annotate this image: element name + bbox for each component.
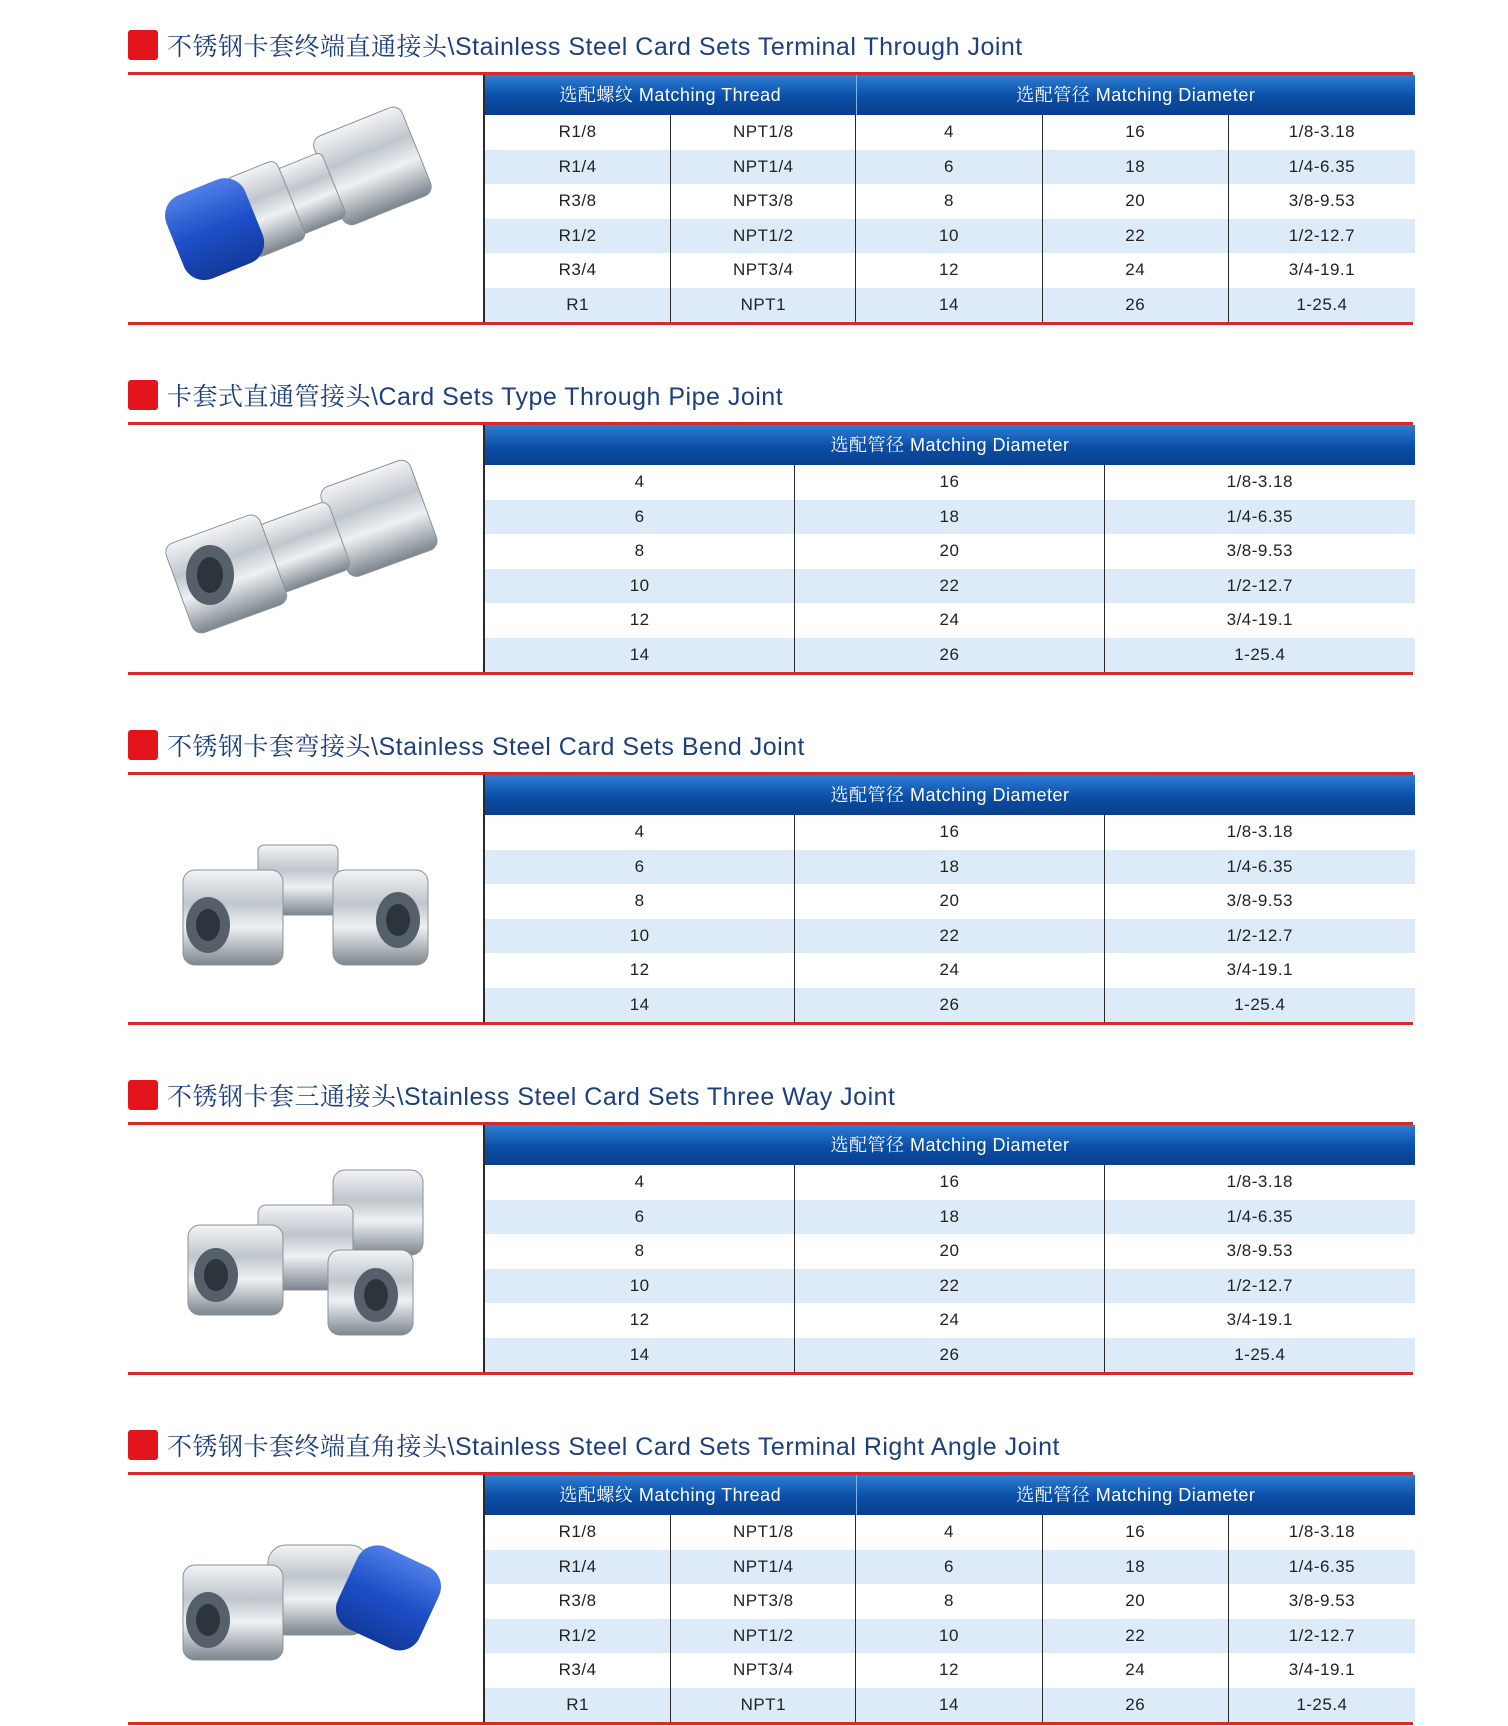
table-cell: 6 bbox=[634, 856, 645, 876]
table-cell: 6 bbox=[855, 1550, 1041, 1585]
table-row bbox=[485, 638, 1415, 673]
table-cell: 1/2-12.7 bbox=[1228, 219, 1415, 254]
table-cell: NPT3/8 bbox=[670, 1584, 855, 1619]
table-cell: 22 bbox=[794, 569, 1103, 604]
table-row bbox=[485, 569, 1415, 604]
elbow-union-fitting-icon bbox=[128, 775, 483, 1022]
table-cell: 14 bbox=[855, 288, 1041, 323]
product-section-bend bbox=[0, 700, 1508, 1014]
table-cell: R1/2 bbox=[558, 225, 597, 245]
section-title: 不锈钢卡套弯接头\Stainless Steel Card Sets Bend Joint bbox=[167, 733, 806, 761]
table-cell: 22 bbox=[1042, 1619, 1228, 1654]
table-cell: 22 bbox=[794, 1269, 1103, 1304]
straight-union-fitting-icon bbox=[128, 425, 483, 672]
header-matching-diameter: 选配管径 Matching Diameter bbox=[830, 785, 1070, 805]
table-row bbox=[485, 850, 1415, 885]
table-header bbox=[485, 425, 1415, 465]
table-row bbox=[485, 1653, 1415, 1688]
table-cell: 8 bbox=[634, 541, 645, 560]
table-row bbox=[485, 288, 1415, 323]
table-cell: 1-25.4 bbox=[1104, 1338, 1415, 1373]
table-cell: 1/2-12.7 bbox=[1104, 1269, 1415, 1304]
table-cell: 3/8-9.53 bbox=[1104, 884, 1415, 919]
spec-table bbox=[483, 775, 1415, 1022]
table-cell: 1/2-12.7 bbox=[1228, 1619, 1415, 1654]
table-cell: 1/4-6.35 bbox=[1228, 1550, 1415, 1585]
table-row bbox=[485, 884, 1415, 919]
table-cell: 26 bbox=[794, 988, 1103, 1023]
section-title: 不锈钢卡套三通接头\Stainless Steel Card Sets Three Way Joint bbox=[167, 1083, 896, 1111]
table-cell: 1/8-3.18 bbox=[1228, 115, 1415, 150]
table-row bbox=[485, 1584, 1415, 1619]
table-row bbox=[485, 219, 1415, 254]
bottom-rule bbox=[128, 1722, 1413, 1725]
table-cell: 18 bbox=[1042, 1550, 1228, 1585]
table-row bbox=[485, 1165, 1415, 1200]
header-matching-diameter: 选配管径 Matching Diameter bbox=[856, 1475, 1415, 1515]
section-title-row bbox=[128, 728, 805, 762]
table-cell: 4 bbox=[634, 472, 645, 491]
section-title-row bbox=[128, 28, 1023, 62]
table-cell: 3/8-9.53 bbox=[1228, 184, 1415, 219]
table-cell: 1/8-3.18 bbox=[1104, 465, 1415, 500]
table-cell: 16 bbox=[1042, 1515, 1228, 1550]
table-cell: 18 bbox=[794, 1200, 1103, 1235]
table-row bbox=[485, 919, 1415, 954]
table-cell: 1/4-6.35 bbox=[1104, 500, 1415, 535]
header-matching-thread: 选配螺纹 Matching Thread bbox=[559, 1485, 782, 1505]
table-cell: 3/8-9.53 bbox=[1228, 1584, 1415, 1619]
table-cell: 1/8-3.18 bbox=[1104, 815, 1415, 850]
table-row bbox=[485, 1550, 1415, 1585]
product-section-terminal-right-angle bbox=[0, 1400, 1508, 1714]
table-cell: 6 bbox=[634, 1206, 645, 1226]
red-square-icon bbox=[128, 1080, 158, 1110]
table-cell: NPT1/8 bbox=[670, 115, 855, 150]
table-row bbox=[485, 1303, 1415, 1338]
product-section-terminal-through bbox=[0, 0, 1508, 314]
bottom-rule bbox=[128, 672, 1413, 675]
table-cell: 3/4-19.1 bbox=[1104, 603, 1415, 638]
table-row bbox=[485, 1200, 1415, 1235]
table-cell: 24 bbox=[1042, 1653, 1228, 1688]
table-cell: 8 bbox=[634, 891, 645, 910]
table-row bbox=[485, 603, 1415, 638]
table-row bbox=[485, 184, 1415, 219]
table-header bbox=[485, 775, 1415, 815]
table-cell: R1 bbox=[566, 294, 589, 314]
table-cell: 18 bbox=[794, 500, 1103, 535]
tee-union-fitting-icon bbox=[128, 1125, 483, 1372]
spec-table bbox=[483, 1475, 1415, 1722]
table-cell: 4 bbox=[634, 822, 645, 841]
table-cell: 12 bbox=[855, 253, 1041, 288]
table-row bbox=[485, 1515, 1415, 1550]
table-cell: 12 bbox=[855, 1653, 1041, 1688]
header-matching-diameter: 选配管径 Matching Diameter bbox=[856, 75, 1415, 115]
table-cell: R3/4 bbox=[558, 260, 597, 279]
table-cell: 1/4-6.35 bbox=[1104, 850, 1415, 885]
terminal-straight-fitting-icon bbox=[128, 75, 483, 322]
section-title-row bbox=[128, 1078, 896, 1112]
table-row bbox=[485, 465, 1415, 500]
table-cell: 3/8-9.53 bbox=[1104, 1234, 1415, 1269]
table-cell: 20 bbox=[794, 1234, 1103, 1269]
spec-table bbox=[483, 425, 1415, 672]
table-cell: 22 bbox=[1042, 219, 1228, 254]
table-cell: 6 bbox=[634, 506, 645, 526]
table-cell: 1-25.4 bbox=[1228, 1688, 1415, 1723]
table-header bbox=[485, 1125, 1415, 1165]
table-cell: 10 bbox=[629, 925, 650, 945]
table-row bbox=[485, 988, 1415, 1023]
table-cell: 16 bbox=[1042, 115, 1228, 150]
red-square-icon bbox=[128, 730, 158, 760]
table-cell: 24 bbox=[794, 603, 1103, 638]
table-row bbox=[485, 815, 1415, 850]
table-cell: R1/4 bbox=[558, 1556, 597, 1576]
table-cell: 10 bbox=[629, 1275, 650, 1295]
table-header bbox=[485, 1475, 1415, 1515]
table-cell: 24 bbox=[794, 953, 1103, 988]
spec-table bbox=[483, 1125, 1415, 1372]
table-cell: 10 bbox=[855, 219, 1041, 254]
table-cell: 1/2-12.7 bbox=[1104, 569, 1415, 604]
table-cell: 3/8-9.53 bbox=[1104, 534, 1415, 569]
table-cell: R3/4 bbox=[558, 1660, 597, 1679]
table-cell: 1-25.4 bbox=[1104, 988, 1415, 1023]
red-square-icon bbox=[128, 380, 158, 410]
table-cell: NPT1/2 bbox=[670, 1619, 855, 1654]
section-title: 不锈钢卡套终端直通接头\Stainless Steel Card Sets Terminal Through Joint bbox=[167, 33, 1023, 61]
table-header bbox=[485, 75, 1415, 115]
table-cell: 14 bbox=[629, 1344, 650, 1364]
table-cell: 20 bbox=[794, 534, 1103, 569]
table-row bbox=[485, 953, 1415, 988]
table-cell: 3/4-19.1 bbox=[1228, 253, 1415, 288]
table-cell: NPT3/4 bbox=[670, 253, 855, 288]
table-cell: 14 bbox=[855, 1688, 1041, 1723]
red-square-icon bbox=[128, 30, 158, 60]
table-cell: 18 bbox=[1042, 150, 1228, 185]
table-cell: 20 bbox=[1042, 184, 1228, 219]
table-row bbox=[485, 1338, 1415, 1373]
table-cell: 3/4-19.1 bbox=[1104, 953, 1415, 988]
bottom-rule bbox=[128, 322, 1413, 325]
table-cell: 8 bbox=[634, 1241, 645, 1260]
table-cell: 1/4-6.35 bbox=[1104, 1200, 1415, 1235]
table-cell: 16 bbox=[794, 465, 1103, 500]
table-cell: 6 bbox=[855, 150, 1041, 185]
table-cell: 22 bbox=[794, 919, 1103, 954]
table-cell: NPT1/4 bbox=[670, 1550, 855, 1585]
table-cell: 10 bbox=[855, 1619, 1041, 1654]
table-row bbox=[485, 534, 1415, 569]
table-cell: 3/4-19.1 bbox=[1228, 1653, 1415, 1688]
table-cell: 18 bbox=[794, 850, 1103, 885]
table-cell: 1/4-6.35 bbox=[1228, 150, 1415, 185]
table-cell: R3/8 bbox=[558, 191, 597, 210]
table-cell: 14 bbox=[629, 644, 650, 664]
table-row bbox=[485, 1688, 1415, 1723]
table-cell: 3/4-19.1 bbox=[1104, 1303, 1415, 1338]
section-title: 卡套式直通管接头\Card Sets Type Through Pipe Joint bbox=[167, 383, 784, 411]
table-cell: 12 bbox=[629, 610, 650, 629]
terminal-elbow-fitting-icon bbox=[128, 1475, 483, 1722]
table-cell: R3/8 bbox=[558, 1591, 597, 1610]
table-cell: 8 bbox=[855, 1584, 1041, 1619]
table-cell: 20 bbox=[1042, 1584, 1228, 1619]
table-row bbox=[485, 253, 1415, 288]
table-cell: 1/8-3.18 bbox=[1228, 1515, 1415, 1550]
product-section-through-pipe bbox=[0, 350, 1508, 664]
table-cell: 12 bbox=[629, 960, 650, 979]
table-cell: 26 bbox=[1042, 288, 1228, 323]
table-cell: NPT1 bbox=[670, 1688, 855, 1723]
table-cell: NPT1/4 bbox=[670, 150, 855, 185]
table-cell: 20 bbox=[794, 884, 1103, 919]
table-cell: 10 bbox=[629, 575, 650, 595]
table-cell: 16 bbox=[794, 1165, 1103, 1200]
table-row bbox=[485, 1269, 1415, 1304]
table-row bbox=[485, 150, 1415, 185]
table-cell: NPT3/8 bbox=[670, 184, 855, 219]
table-cell: 24 bbox=[1042, 253, 1228, 288]
table-cell: 1/8-3.18 bbox=[1104, 1165, 1415, 1200]
section-title-row bbox=[128, 378, 783, 412]
header-matching-diameter: 选配管径 Matching Diameter bbox=[830, 1135, 1070, 1155]
spec-table bbox=[483, 75, 1415, 322]
table-cell: 16 bbox=[794, 815, 1103, 850]
table-row bbox=[485, 115, 1415, 150]
table-cell: NPT1/8 bbox=[670, 1515, 855, 1550]
table-cell: 8 bbox=[855, 184, 1041, 219]
bottom-rule bbox=[128, 1372, 1413, 1375]
product-section-three-way bbox=[0, 1050, 1508, 1364]
header-matching-thread: 选配螺纹 Matching Thread bbox=[559, 85, 782, 105]
table-cell: 4 bbox=[855, 115, 1041, 150]
table-row bbox=[485, 1234, 1415, 1269]
table-cell: R1/4 bbox=[558, 156, 597, 176]
table-cell: NPT1/2 bbox=[670, 219, 855, 254]
section-title: 不锈钢卡套终端直角接头\Stainless Steel Card Sets Terminal Right Angle Joint bbox=[167, 1433, 1060, 1461]
table-cell: 26 bbox=[794, 638, 1103, 673]
table-cell: 1-25.4 bbox=[1104, 638, 1415, 673]
table-cell: R1/8 bbox=[558, 122, 597, 141]
table-cell: 26 bbox=[1042, 1688, 1228, 1723]
table-cell: R1/2 bbox=[558, 1625, 597, 1645]
table-cell: R1 bbox=[566, 1694, 589, 1714]
table-cell: 12 bbox=[629, 1310, 650, 1329]
table-cell: 1/2-12.7 bbox=[1104, 919, 1415, 954]
table-cell: 4 bbox=[634, 1172, 645, 1191]
bottom-rule bbox=[128, 1022, 1413, 1025]
table-row bbox=[485, 1619, 1415, 1654]
section-title-row bbox=[128, 1428, 1060, 1462]
table-cell: 4 bbox=[855, 1515, 1041, 1550]
header-matching-diameter: 选配管径 Matching Diameter bbox=[830, 435, 1070, 455]
red-square-icon bbox=[128, 1430, 158, 1460]
table-row bbox=[485, 500, 1415, 535]
table-cell: NPT1 bbox=[670, 288, 855, 323]
table-cell: R1/8 bbox=[558, 1522, 597, 1541]
table-cell: 14 bbox=[629, 994, 650, 1014]
table-cell: 26 bbox=[794, 1338, 1103, 1373]
table-cell: NPT3/4 bbox=[670, 1653, 855, 1688]
table-cell: 24 bbox=[794, 1303, 1103, 1338]
table-cell: 1-25.4 bbox=[1228, 288, 1415, 323]
